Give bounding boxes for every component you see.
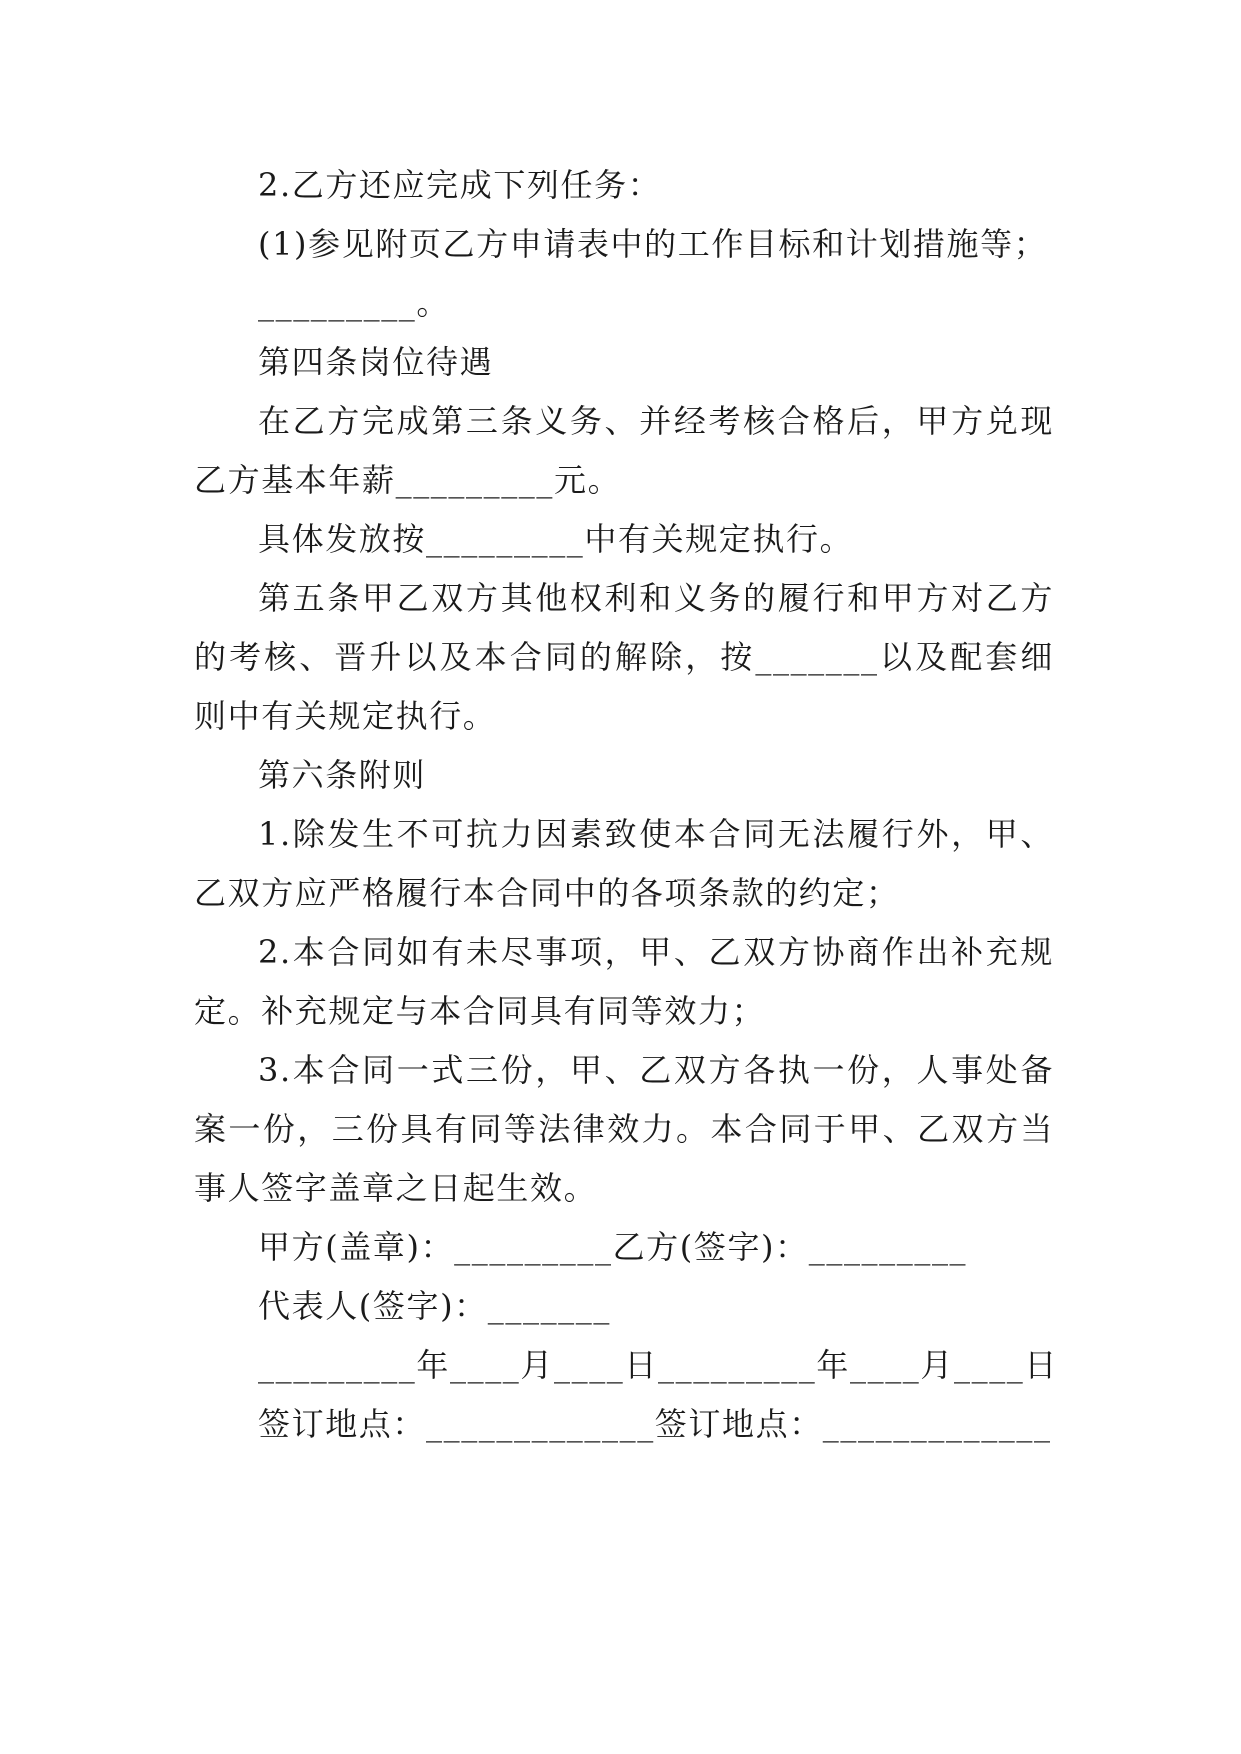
article-4-salary: 在乙方完成第三条义务、并经考核合格后，甲方兑现乙方基本年薪_________元。 — [194, 402, 1054, 499]
article-6-clause-2: 2.本合同如有未尽事项，甲、乙双方协商作出补充规定。补充规定与本合同具有同等效力； — [194, 933, 1054, 1030]
signature-locations: 签订地点：_____________签订地点：_____________ — [258, 1405, 1052, 1443]
article-6-heading: 第六条附则 — [258, 756, 427, 794]
article-6-clause-1: 1.除发生不可抗力因素致使本合同无法履行外，甲、乙双方应严格履行本合同中的各项条款的约定； — [194, 815, 1054, 912]
task-item-1: (1)参见附页乙方申请表中的工作目标和计划措施等； — [258, 225, 1048, 263]
task-heading: 2.乙方还应完成下列任务： — [258, 166, 662, 204]
article-5-body: 第五条甲乙双方其他权利和义务的履行和甲方对乙方的考核、晋升以及本合同的解除，按_______以及配套细则中有关规定执行。 — [194, 579, 1054, 735]
task-blank-line: _________。 — [258, 284, 450, 322]
signature-dates: _________年____月____日_________年____月____日 — [258, 1346, 1058, 1384]
article-4-heading: 第四条岗位待遇 — [258, 343, 494, 381]
signature-representative: 代表人(签字)：_______ — [258, 1287, 611, 1325]
signature-parties: 甲方(盖章)：_________乙方(签字)：_________ — [258, 1228, 968, 1266]
article-4-payment: 具体发放按_________中有关规定执行。 — [258, 520, 854, 558]
document-body — [194, 156, 1058, 1454]
article-6-clause-3: 3.本合同一式三份，甲、乙双方各执一份，人事处备案一份，三份具有同等法律效力。本合同于甲、乙双方当事人签字盖章之日起生效。 — [194, 1051, 1054, 1207]
